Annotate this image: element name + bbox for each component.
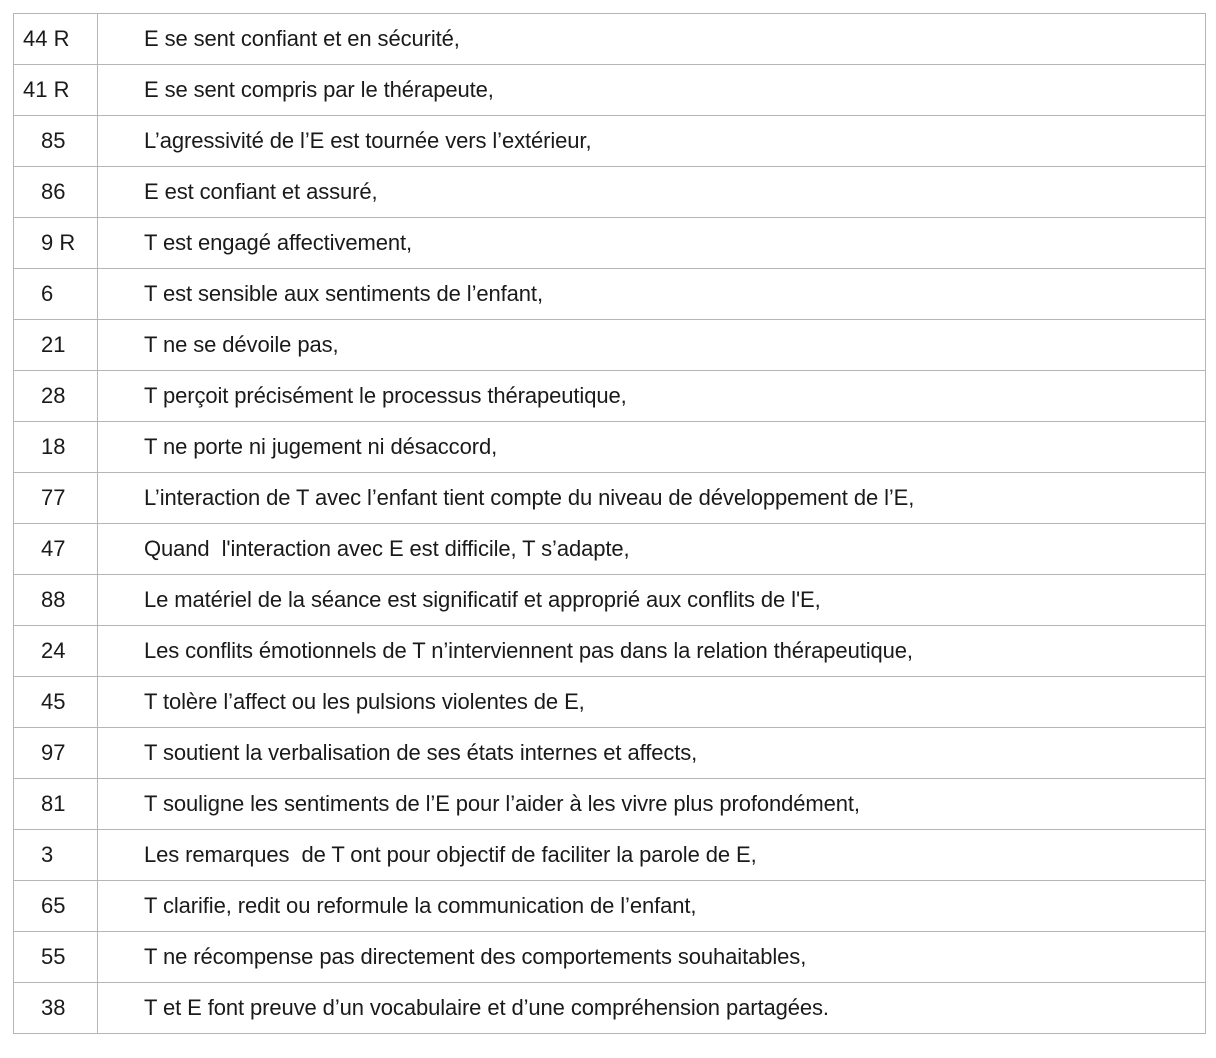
table-row — [14, 779, 1205, 830]
item-number — [14, 575, 98, 625]
table-row — [14, 65, 1205, 116]
item-text: T tolère l’affect ou les pulsions violentes de E, — [144, 689, 585, 714]
table-row — [14, 626, 1205, 677]
item-number — [14, 881, 98, 931]
item-text: T et E font preuve d’un vocabulaire et d’une compréhension partagées. — [144, 995, 829, 1020]
table-row — [14, 881, 1205, 932]
item-text: T souligne les sentiments de l’E pour l’aider à les vivre plus profondément, — [144, 791, 860, 816]
item-number-text: 24 — [41, 638, 66, 663]
table-row — [14, 932, 1205, 983]
table-row — [14, 167, 1205, 218]
table-row — [14, 269, 1205, 320]
item-number — [14, 320, 98, 370]
item-text: Les remarques de T ont pour objectif de faciliter la parole de E, — [144, 842, 757, 867]
item-number — [14, 779, 98, 829]
item-number — [14, 116, 98, 166]
item-number — [14, 830, 98, 880]
item-number — [14, 728, 98, 778]
item-text: E se sent confiant et en sécurité, — [144, 26, 460, 51]
table-row — [14, 830, 1205, 881]
table-row — [14, 677, 1205, 728]
table-row — [14, 218, 1205, 269]
item-text: T ne se dévoile pas, — [144, 332, 339, 357]
item-number — [14, 983, 98, 1033]
item-number-text: 38 — [41, 995, 66, 1020]
item-text: T ne récompense pas directement des comportements souhaitables, — [144, 944, 807, 969]
table-row — [14, 422, 1205, 473]
item-text: T soutient la verbalisation de ses états internes et affects, — [144, 740, 698, 765]
item-text: Les conflits émotionnels de T n’interviennent pas dans la relation thérapeutique, — [144, 638, 913, 663]
item-text: T perçoit précisément le processus thérapeutique, — [144, 383, 627, 408]
item-text: L’interaction de T avec l’enfant tient compte du niveau de développement de l’E, — [144, 485, 915, 510]
item-text: T est sensible aux sentiments de l’enfant, — [144, 281, 543, 306]
item-number-text: 55 — [41, 944, 66, 969]
item-number — [14, 218, 98, 268]
item-number — [14, 473, 98, 523]
item-number-text: 28 — [41, 383, 66, 408]
item-text: E est confiant et assuré, — [144, 179, 378, 204]
table-row — [14, 14, 1205, 65]
item-number-text: 45 — [41, 689, 66, 714]
item-number-text: 9 R — [41, 230, 76, 255]
item-number — [14, 167, 98, 217]
item-text: E se sent compris par le thérapeute, — [144, 77, 494, 102]
item-number-text: 44 R — [23, 26, 70, 51]
item-number — [14, 626, 98, 676]
table-row — [14, 116, 1205, 167]
item-number-text: 18 — [41, 434, 66, 459]
item-text: L’agressivité de l’E est tournée vers l’extérieur, — [144, 128, 592, 153]
table-row — [14, 524, 1205, 575]
table-row — [14, 728, 1205, 779]
items-table — [13, 13, 1206, 1034]
item-number-text: 21 — [41, 332, 66, 357]
item-number-text: 88 — [41, 587, 66, 612]
item-number — [14, 422, 98, 472]
item-number-text: 3 — [41, 842, 54, 867]
item-number — [14, 677, 98, 727]
item-text: T ne porte ni jugement ni désaccord, — [144, 434, 498, 459]
item-number-text: 86 — [41, 179, 66, 204]
table-row — [14, 473, 1205, 524]
table-row — [14, 983, 1205, 1034]
item-number — [14, 371, 98, 421]
item-text: Quand l'interaction avec E est difficile, T s’adapte, — [144, 536, 630, 561]
item-number — [14, 14, 98, 64]
item-number — [14, 269, 98, 319]
item-number-text: 47 — [41, 536, 66, 561]
item-number-text: 85 — [41, 128, 66, 153]
table-row — [14, 320, 1205, 371]
table-row — [14, 371, 1205, 422]
item-number-text: 97 — [41, 740, 66, 765]
item-number-text: 6 — [41, 281, 54, 306]
item-text: T est engagé affectivement, — [144, 230, 412, 255]
item-number — [14, 65, 98, 115]
item-number-text: 77 — [41, 485, 66, 510]
item-number-text: 41 R — [23, 77, 70, 102]
item-text: Le matériel de la séance est significatif et approprié aux conflits de l'E, — [144, 587, 821, 612]
item-number — [14, 524, 98, 574]
item-number-text: 81 — [41, 791, 66, 816]
table-row — [14, 575, 1205, 626]
item-text: T clarifie, redit ou reformule la communication de l’enfant, — [144, 893, 697, 918]
item-number-text: 65 — [41, 893, 66, 918]
item-number — [14, 932, 98, 982]
